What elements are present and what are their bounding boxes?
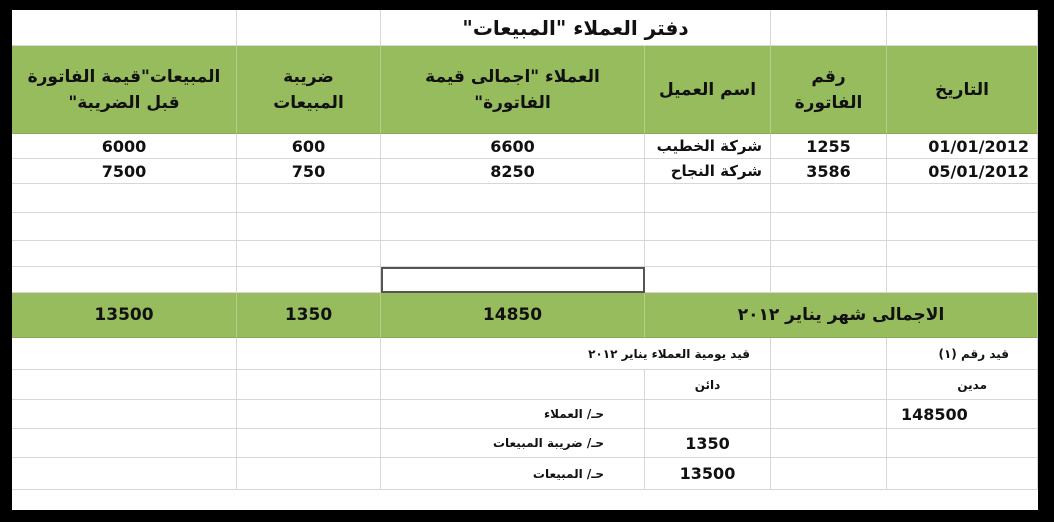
cell-empty[interactable] xyxy=(771,10,887,46)
credit-header[interactable]: دائن xyxy=(645,370,771,400)
row2-sales[interactable]: 7500 xyxy=(12,159,237,184)
cell-empty[interactable] xyxy=(645,213,771,241)
cell-empty[interactable] xyxy=(771,241,887,267)
ledger-title[interactable]: دفتر العملاء "المبيعات" xyxy=(381,10,771,46)
cell-empty[interactable] xyxy=(381,370,645,400)
journal-entry-title[interactable]: قيد يومية العملاء يناير ٢٠١٢ xyxy=(381,338,771,370)
journal-account-sales-tax[interactable]: حـ/ ضريبة المبيعات xyxy=(381,429,645,458)
cell-empty[interactable] xyxy=(887,213,1038,241)
header-invoice-number[interactable]: رقم الفاتورة xyxy=(771,46,887,134)
cell-empty[interactable] xyxy=(237,338,381,370)
cell-empty[interactable] xyxy=(237,429,381,458)
total-sales[interactable]: 13500 xyxy=(12,293,237,338)
cell-empty[interactable] xyxy=(237,370,381,400)
cell-empty[interactable] xyxy=(237,241,381,267)
cell-empty[interactable] xyxy=(12,10,237,46)
cell-empty[interactable] xyxy=(12,241,237,267)
cell-empty[interactable] xyxy=(237,267,381,293)
journal-account-customers[interactable]: حـ/ العملاء xyxy=(381,400,645,429)
journal-debit-1[interactable]: 148500 xyxy=(887,400,1038,429)
cell-empty[interactable] xyxy=(771,184,887,213)
row2-customer[interactable]: شركة النجاح xyxy=(645,159,771,184)
cell-empty[interactable] xyxy=(887,184,1038,213)
cell-empty[interactable] xyxy=(381,241,645,267)
journal-credit-3[interactable]: 13500 xyxy=(645,458,771,490)
row1-invoice[interactable]: 1255 xyxy=(771,134,887,159)
cell-empty[interactable] xyxy=(771,213,887,241)
cell-empty[interactable] xyxy=(645,184,771,213)
journal-credit-2[interactable]: 1350 xyxy=(645,429,771,458)
cell-empty[interactable] xyxy=(12,213,237,241)
cell-empty[interactable] xyxy=(237,184,381,213)
cell-empty[interactable] xyxy=(12,338,237,370)
spreadsheet xyxy=(12,10,1038,510)
debit-header[interactable]: مدين xyxy=(887,370,1038,400)
cell-empty[interactable] xyxy=(12,184,237,213)
journal-credit-1[interactable] xyxy=(645,400,771,429)
cell-empty[interactable] xyxy=(645,267,771,293)
cell-empty[interactable] xyxy=(771,429,887,458)
cell-empty[interactable] xyxy=(12,429,237,458)
cell-empty[interactable] xyxy=(237,10,381,46)
row1-date[interactable]: 01/01/2012 xyxy=(887,134,1038,159)
header-customer-name[interactable]: اسم العميل xyxy=(645,46,771,134)
cell-empty[interactable] xyxy=(771,370,887,400)
cell-empty[interactable] xyxy=(887,241,1038,267)
cell-empty[interactable] xyxy=(381,213,645,241)
header-sales-tax[interactable]: ضريبة المبيعات xyxy=(237,46,381,134)
cell-empty[interactable] xyxy=(12,267,237,293)
row2-date[interactable]: 05/01/2012 xyxy=(887,159,1038,184)
cell-empty[interactable] xyxy=(237,213,381,241)
row2-total[interactable]: 8250 xyxy=(381,159,645,184)
row1-sales[interactable]: 6000 xyxy=(12,134,237,159)
cell-empty[interactable] xyxy=(771,458,887,490)
cell-empty[interactable] xyxy=(237,400,381,429)
header-date[interactable]: التاريخ xyxy=(887,46,1038,134)
total-label[interactable]: الاجمالى شهر يناير ٢٠١٢ xyxy=(645,293,1038,338)
row2-invoice[interactable]: 3586 xyxy=(771,159,887,184)
cell-empty[interactable] xyxy=(12,400,237,429)
journal-account-sales[interactable]: حـ/ المبيعات xyxy=(381,458,645,490)
total-customers[interactable]: 14850 xyxy=(381,293,645,338)
row1-total[interactable]: 6600 xyxy=(381,134,645,159)
cell-empty[interactable] xyxy=(771,400,887,429)
row1-customer[interactable]: شركة الخطيب xyxy=(645,134,771,159)
journal-debit-2[interactable] xyxy=(887,429,1038,458)
cell-empty[interactable] xyxy=(381,184,645,213)
row2-tax[interactable]: 750 xyxy=(237,159,381,184)
cell-empty[interactable] xyxy=(771,267,887,293)
cell-empty[interactable] xyxy=(12,458,237,490)
sales-ledger-grid xyxy=(12,10,1038,510)
cell-empty[interactable] xyxy=(771,338,887,370)
cell-empty[interactable] xyxy=(645,241,771,267)
cell-empty[interactable] xyxy=(887,267,1038,293)
row1-tax[interactable]: 600 xyxy=(237,134,381,159)
header-customers-total[interactable]: العملاء "اجمالى قيمة الفاتورة" xyxy=(381,46,645,134)
cell-empty[interactable] xyxy=(237,458,381,490)
journal-debit-3[interactable] xyxy=(887,458,1038,490)
total-tax[interactable]: 1350 xyxy=(237,293,381,338)
header-sales-before-tax[interactable]: المبيعات"قيمة الفاتورة قبل الضريبة" xyxy=(12,46,237,134)
journal-entry-number[interactable]: قيد رقم (١) xyxy=(887,338,1038,370)
cell-empty[interactable] xyxy=(12,370,237,400)
cell-empty[interactable] xyxy=(887,10,1038,46)
selected-cell[interactable] xyxy=(381,267,645,293)
